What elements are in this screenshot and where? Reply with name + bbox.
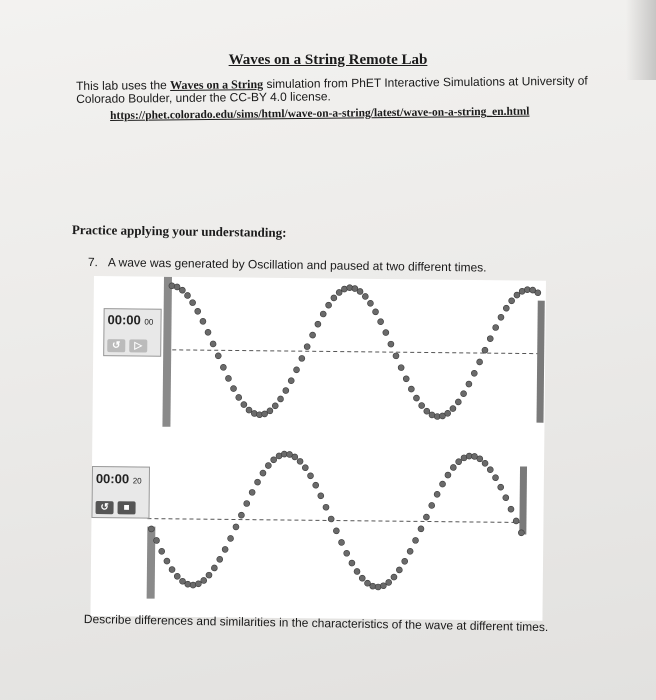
- top-string-bead: [241, 402, 247, 408]
- top-string-bead: [383, 330, 389, 336]
- top-string-bead: [450, 406, 456, 412]
- intro-prefix: This lab uses the: [75, 78, 171, 93]
- stop-icon[interactable]: ■: [118, 501, 136, 514]
- top-string-bead: [331, 295, 337, 301]
- timer-main-top: 00:00: [107, 312, 141, 328]
- bottom-string-bead: [498, 484, 504, 490]
- top-string-bead: [403, 376, 409, 382]
- question-number: 7.: [87, 255, 99, 270]
- bottom-string-bead: [217, 556, 223, 562]
- bottom-string-bead: [201, 577, 207, 583]
- bottom-string-bead: [503, 495, 509, 501]
- bottom-string-bead: [492, 475, 498, 481]
- top-string-bead: [220, 364, 226, 370]
- bottom-string-bead: [195, 581, 201, 587]
- bottom-string-bead: [391, 574, 397, 580]
- timer-buttons-bottom: [96, 501, 136, 514]
- top-string-bead: [326, 302, 332, 308]
- bottom-string-bead: [307, 473, 313, 479]
- bottom-string-bead: [380, 583, 386, 589]
- bottom-string-bead: [255, 479, 261, 485]
- top-string-bead: [367, 300, 373, 306]
- timer-display-bottom: [93, 467, 149, 487]
- end-post-top: [536, 301, 544, 423]
- bottom-string-bead: [456, 459, 462, 465]
- bottom-string-bead: [423, 514, 429, 520]
- title-text: Waves on a String Remote Lab: [228, 52, 428, 68]
- oscillator-post-bottom: [147, 527, 156, 599]
- bottom-string-bead: [477, 456, 483, 462]
- top-string-bead: [200, 318, 206, 324]
- top-string-bead: [445, 410, 451, 416]
- top-string-bead: [320, 311, 326, 317]
- bottom-string-bead: [440, 481, 446, 487]
- bottom-string-bead: [265, 463, 271, 469]
- bottom-string-bead: [359, 575, 365, 581]
- top-string-bead: [466, 381, 472, 387]
- bottom-string-bead: [164, 558, 170, 564]
- top-string-bead: [503, 305, 509, 311]
- bottom-string-bead: [297, 458, 303, 464]
- question-text: A wave was generated by Oscillation and paused at two different times.: [107, 255, 487, 275]
- bottom-string-bead: [318, 493, 324, 499]
- describe-prompt: Describe differences and similarities in the characteristics of the wave at different times.: [83, 612, 549, 635]
- page-title: [0, 52, 656, 69]
- top-string-bead: [493, 324, 499, 330]
- bottom-string-bead: [513, 518, 519, 524]
- bottom-string-bead: [482, 460, 488, 466]
- top-string-bead: [288, 378, 294, 384]
- intro-paragraph: [76, 74, 616, 106]
- top-string-bead: [471, 370, 477, 376]
- bottom-string-bead: [249, 489, 255, 495]
- bottom-string-bead: [174, 573, 180, 579]
- bottom-string-bead: [302, 465, 308, 471]
- bottom-string-bead: [402, 558, 408, 564]
- wave-figure: [90, 276, 546, 621]
- bottom-string-bead: [445, 472, 451, 478]
- section-heading: Practice applying your understanding:: [71, 222, 287, 240]
- top-string-bead: [362, 293, 368, 299]
- bottom-string-bead: [349, 560, 355, 566]
- top-string-bead: [272, 403, 278, 409]
- bottom-string-bead: [508, 506, 514, 512]
- top-string-bead: [482, 347, 488, 353]
- bottom-string-bead: [434, 491, 440, 497]
- top-string-bead: [184, 292, 190, 298]
- top-string-bead: [215, 353, 221, 359]
- bottom-string-bead: [260, 470, 266, 476]
- bottom-string-bead: [228, 535, 234, 541]
- bottom-string-bead: [148, 526, 154, 532]
- bottom-string-bead: [396, 567, 402, 573]
- bottom-string-bead: [206, 572, 212, 578]
- rewind-icon[interactable]: ↺: [96, 501, 114, 514]
- bottom-string-bead: [354, 568, 360, 574]
- bottom-string-bead: [375, 584, 381, 590]
- bottom-string-bead: [313, 482, 319, 488]
- timer-display-top: [104, 309, 160, 328]
- top-string-bead: [205, 329, 211, 335]
- bottom-string-bead: [333, 528, 339, 534]
- bottom-string-bead: [344, 550, 350, 556]
- bottom-string-bead: [190, 582, 196, 588]
- top-string-bead: [267, 408, 273, 414]
- top-string-bead: [236, 394, 242, 400]
- top-string-bead: [455, 399, 461, 405]
- string-beads-bottom: [148, 450, 525, 592]
- oscillator-post-top: [162, 277, 172, 427]
- top-string-bead: [293, 367, 299, 373]
- rewind-icon[interactable]: ↺: [107, 339, 125, 352]
- bottom-string-bead: [211, 565, 217, 571]
- bottom-string-bead: [244, 500, 250, 506]
- bottom-string-bead: [418, 526, 424, 532]
- top-string-bead: [393, 353, 399, 359]
- top-string-bead: [210, 341, 216, 347]
- top-string-bead: [304, 344, 310, 350]
- bottom-string-bead: [450, 464, 456, 470]
- top-string-bead: [315, 321, 321, 327]
- top-string-bead: [357, 288, 363, 294]
- bottom-string-bead: [487, 467, 493, 473]
- timer-main-bottom: 00:00: [95, 471, 130, 487]
- top-string-bead: [398, 365, 404, 371]
- top-string-bead: [336, 289, 342, 295]
- bottom-string-bead: [328, 516, 334, 522]
- bottom-string-bead: [238, 512, 244, 518]
- intro-suffix: simulation from PhET Interactive Simulations at University of Colorado Boulder, under the CC-BY 4.0 license.: [76, 73, 588, 106]
- top-string-bead: [424, 408, 430, 414]
- bottom-string-bead: [518, 530, 524, 536]
- top-string-bead: [246, 407, 252, 413]
- top-string-bead: [310, 332, 316, 338]
- bottom-string-bead: [292, 454, 298, 460]
- top-string-bead: [378, 319, 384, 325]
- top-string-bead: [225, 375, 231, 381]
- top-string-bead: [388, 341, 394, 347]
- top-string-bead: [230, 386, 236, 392]
- top-string-bead: [413, 395, 419, 401]
- top-string-bead: [277, 396, 283, 402]
- timer-buttons-top: [107, 339, 147, 352]
- simulation-link[interactable]: Waves on a String: [170, 77, 264, 93]
- top-string-bead: [419, 403, 425, 409]
- bottom-string-bead: [407, 548, 413, 554]
- bottom-string-bead: [323, 504, 329, 510]
- bottom-string-bead: [413, 537, 419, 543]
- top-string-bead: [283, 387, 289, 393]
- bottom-string-bead: [271, 457, 277, 463]
- bottom-string-bead: [169, 567, 175, 573]
- top-string-bead: [174, 284, 180, 290]
- simulation-url[interactable]: https://phet.colorado.edu/sims/html/wave-on-a-string/latest/wave-on-a-string_en.html: [110, 105, 530, 122]
- top-string-bead: [179, 287, 185, 293]
- top-string-bead: [487, 336, 493, 342]
- question-7: [88, 255, 487, 275]
- timer-small-top: 00: [144, 317, 154, 327]
- top-string-bead: [190, 300, 196, 306]
- bottom-string-bead: [386, 579, 392, 585]
- top-string-bead: [408, 386, 414, 392]
- bottom-string-bead: [233, 524, 239, 530]
- top-string-bead: [535, 290, 541, 296]
- play-icon[interactable]: ▷: [129, 339, 147, 352]
- top-string-bead: [514, 292, 520, 298]
- top-string-bead: [373, 309, 379, 315]
- top-string-bead: [477, 359, 483, 365]
- bottom-string-bead: [338, 539, 344, 545]
- timer-small-bottom: 20: [132, 476, 142, 486]
- top-string-bead: [461, 391, 467, 397]
- bottom-string-bead: [429, 502, 435, 508]
- top-string-bead: [195, 308, 201, 314]
- bottom-string-bead: [222, 546, 228, 552]
- timer-panel-bottom: [91, 466, 150, 519]
- bottom-string-bead: [159, 548, 165, 554]
- top-string-bead: [498, 314, 504, 320]
- top-string-bead: [299, 355, 305, 361]
- top-string-bead: [509, 298, 515, 304]
- bottom-string-bead: [154, 537, 160, 543]
- timer-panel-top: [103, 308, 161, 357]
- end-post-bottom: [519, 466, 527, 534]
